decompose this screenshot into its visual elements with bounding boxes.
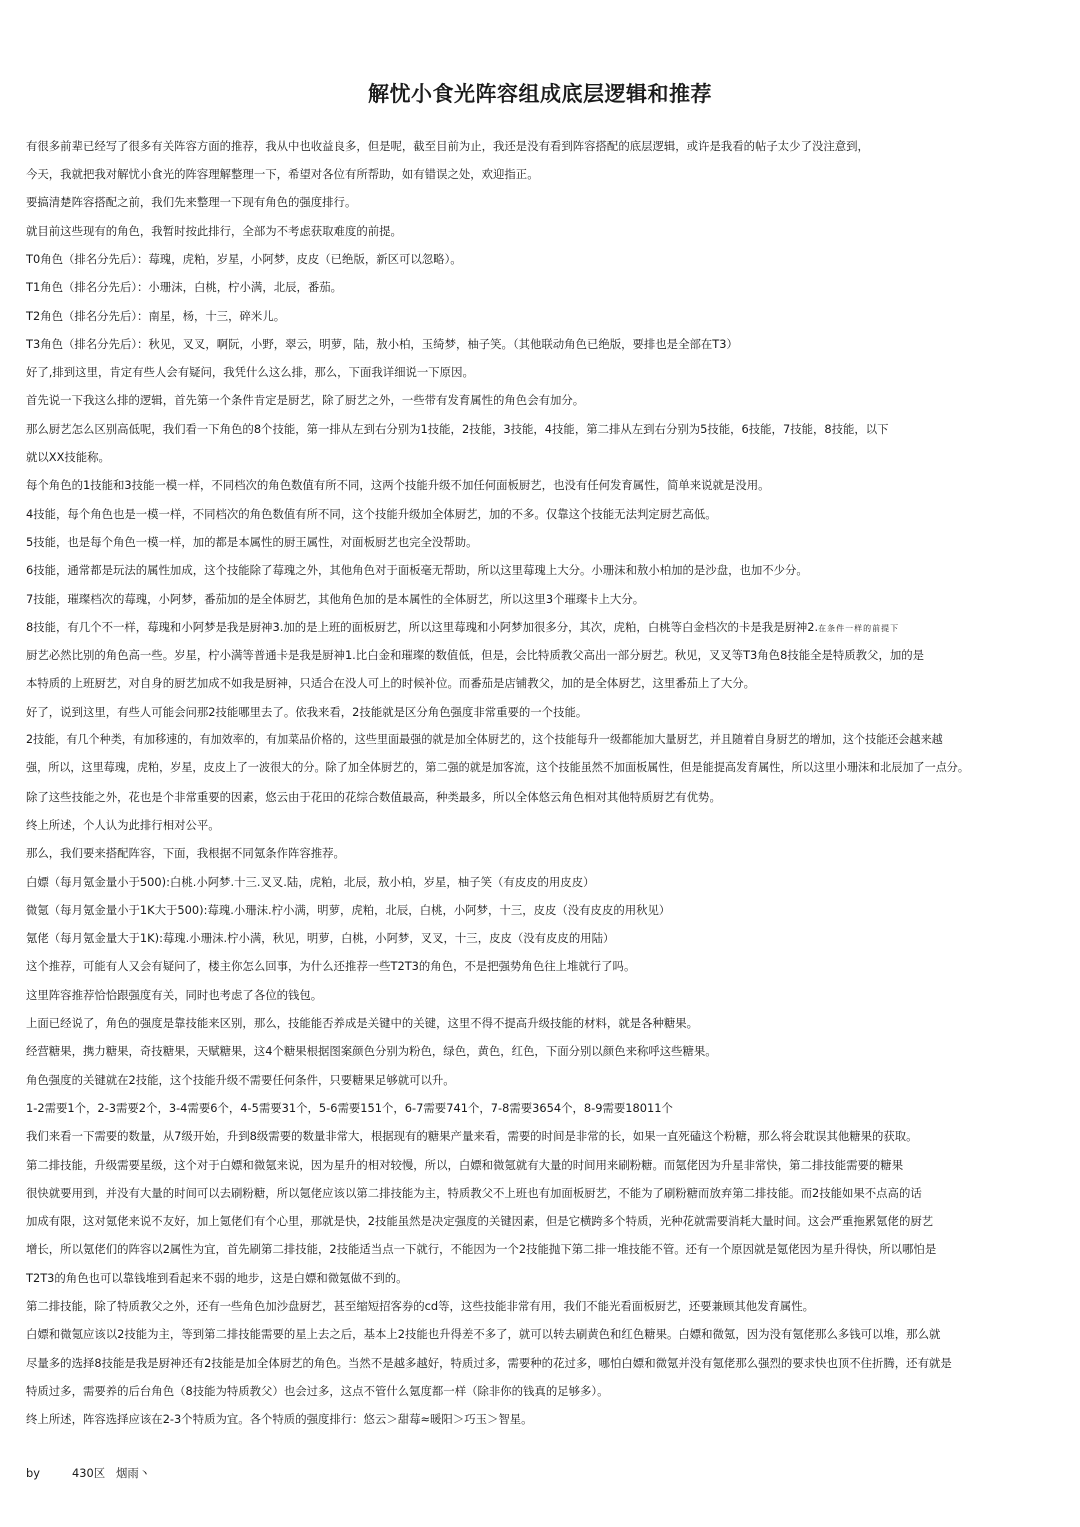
paragraph-line: 终上所述，个人认为此排行相对公平。	[26, 818, 220, 832]
lineup-free-line: 白嫖（每月氪金量小于500):白桃.小阿梦.十三.叉叉.陆，虎粕，北辰，敖小柏，岁星，柚子笑（有皮皮的用皮皮）	[26, 875, 595, 889]
paragraph-line: 特质过多，需要养的后台角色（8技能为特质教父）也会过多，这点不管什么氪度都一样（除非你的钱真的足够多）。	[26, 1384, 609, 1398]
candy-cost-line: 1-2需要1个，2-3需要2个，3-4需要6个，4-5需要31个，5-6需要151个，6-7需要741个，7-8需要3654个，8-9需要18011个	[26, 1101, 673, 1115]
paragraph-line: 经营糖果，携力糖果，奇技糖果，天赋糖果，这4个糖果根据图案颜色分别为粉色，绿色，黄色，红色，下面分别以颜色来称呼这些糖果。	[26, 1044, 717, 1058]
paragraph-line: 除了这些技能之外，花也是个非常重要的因素，悠云由于花田的花综合数值最高，种类最多，所以全体悠云角色相对其他特质厨艺有优势。	[26, 790, 721, 804]
paragraph-line: 这里阵容推荐恰恰跟强度有关，同时也考虑了各位的钱包。	[26, 988, 323, 1002]
paragraph-line: 我们来看一下需要的数量，从7级开始，升到8级需要的数量非常大，根据现有的糖果产量来看，需要的时间是非常的长，如果一直死磕这个粉糖，那么将会耽误其他糖果的获取。	[26, 1129, 918, 1143]
paragraph-line: 角色强度的关键就在2技能，这个技能升级不需要任何条件，只要糖果足够就可以升。	[26, 1073, 455, 1087]
inline-note: 在条件一样的前提下	[818, 624, 900, 633]
paragraph-line: 5技能，也是每个角色一模一样，加的都是本属性的厨王属性，对面板厨艺也完全没帮助。	[26, 535, 478, 549]
lineup-heavy-spender-line: 氪佬（每月氪金量大于1K):莓瑰.小珊沫.柠小满，秋见，明萝，白桃，小阿梦，叉叉，十三，皮皮（没有皮皮的用陆）	[26, 931, 615, 945]
paragraph-line: T2T3的角色也可以靠钱堆到看起来不弱的地步，这是白嫖和微氪做不到的。	[26, 1271, 408, 1285]
paragraph-line: 第二排技能，除了特质教父之外，还有一些角色加沙盘厨艺，甚至缩短招客券的cd等，这些技能非常有用，我们不能光看面板厨艺，还要兼顾其他发育属性。	[26, 1299, 815, 1313]
lineup-light-spender-line: 微氪（每月氪金量小于1K大于500):莓瑰.小珊沫.柠小满，明萝，虎粕，北辰，白桃，小阿梦，十三，皮皮（没有皮皮的用秋见）	[26, 903, 671, 917]
paragraph-line: 厨艺必然比别的角色高一些。岁星，柠小满等普通卡是我是厨神1.比白金和璀璨的数值低，但是，会比特质教父高出一部分厨艺。秋见，叉叉等T3角色8技能全是特质教父，加的是	[26, 648, 925, 662]
tier-t1-line: T1角色（排名分先后）：小珊沫，白桃，柠小满，北辰，番茄。	[26, 280, 343, 294]
paragraph-line: 就目前这些现有的角色，我暂时按此排行，全部为不考虑获取难度的前提。	[26, 224, 402, 238]
paragraph-line: 2技能，有几个种类，有加移速的，有加效率的，有加菜品价格的，这些里面最强的就是加全体厨艺的，这个技能每升一级都能加大量厨艺，并且随着自身厨艺的增加，这个技能还会越来越	[26, 733, 943, 746]
paragraph-text: 8技能，有几个不一样，莓瑰和小阿梦是我是厨神3.加的是上班的面板厨艺，所以这里莓瑰和小阿梦加很多分，其次，虎粕，白桃等白金档次的卡是我是厨神2.	[26, 620, 819, 634]
paragraph-line: 好了，说到这里，有些人可能会问那2技能哪里去了。依我来看，2技能就是区分角色强度非常重要的一个技能。	[26, 705, 588, 719]
author-signature	[26, 1465, 150, 1481]
by-label: by	[26, 1466, 40, 1480]
paragraph-line: 好了,排到这里，肯定有些人会有疑问，我凭什么这么排，那么，下面我详细说一下原因。	[26, 365, 474, 379]
paragraph-line: 白嫖和微氪应该以2技能为主，等到第二排技能需要的星上去之后，基本上2技能也升得差不多了，就可以转去刷黄色和红色糖果。白嫖和微氪，因为没有氪佬那么多钱可以堆，那么就	[26, 1327, 941, 1341]
document-title: 解忧小食光阵容组成底层逻辑和推荐	[368, 82, 712, 106]
paragraph-line: 有很多前辈已经写了很多有关阵容方面的推荐，我从中也收益良多，但是呢，截至目前为止，我还是没有看到阵容搭配的底层逻辑，或许是我看的帖子太少了没注意到，	[26, 139, 869, 153]
paragraph-line: 6技能，通常都是玩法的属性加成，这个技能除了莓瑰之外，其他角色对于面板毫无帮助，所以这里莓瑰上大分。小珊沫和敖小柏加的是沙盘，也加不少分。	[26, 563, 808, 577]
paragraph-line: 很快就要用到，并没有大量的时间可以去刷粉糖，所以氪佬应该以第二排技能为主，特质教父不上班也有加面板厨艺，不能为了刷粉糖而放弃第二排技能。而2技能如果不点高的话	[26, 1186, 922, 1200]
paragraph-line: 强，所以，这里莓瑰，虎粕，岁星，皮皮上了一波很大的分。除了加全体厨艺的，第二强的就是加客流，这个技能虽然不加面板属性，但是能提高发育属性，所以这里小珊沫和北辰加了一点分。	[26, 761, 969, 774]
paragraph-line: 要搞清楚阵容搭配之前，我们先来整理一下现有角色的强度排行。	[26, 195, 357, 209]
server-label: 430区	[72, 1466, 106, 1480]
paragraph-line: 那么，我们要来搭配阵容，下面，我根据不同氪条作阵容推荐。	[26, 846, 345, 860]
paragraph-line: 每个角色的1技能和3技能一模一样，不同档次的角色数值有所不同，这两个技能升级不加任何面板厨艺，也没有任何发育属性，简单来说就是没用。	[26, 478, 770, 492]
paragraph-line: 上面已经说了，角色的强度是靠技能来区别，那么，技能能否养成是关键中的关键，这里不得不提高升级技能的材料，就是各种糖果。	[26, 1016, 699, 1030]
paragraph-line: 7技能，璀璨档次的莓瑰，小阿梦，番茄加的是全体厨艺，其他角色加的是本属性的全体厨艺，所以这里3个璀璨卡上大分。	[26, 592, 645, 606]
author-name: 烟雨丶	[116, 1466, 151, 1480]
paragraph-line	[26, 619, 899, 637]
paragraph-line: 加成有限，这对氪佬来说不友好，加上氪佬们有个心里，那就是快，2技能虽然是决定强度的关键因素，但是它横跨多个特质，光种花就需要消耗大量时间。这会严重拖累氪佬的厨艺	[26, 1214, 934, 1228]
paragraph-line: 增长，所以氪佬们的阵容以2属性为宜，首先刷第二排技能，2技能适当点一下就行，不能因为一个2技能抛下第二排一堆技能不管。还有一个原因就是氪佬因为星升得快，所以哪怕是	[26, 1242, 937, 1256]
paragraph-line: 第二排技能，升级需要星级，这个对于白嫖和微氪来说，因为星升的相对较慢，所以，白嫖和微氪就有大量的时间用来刷粉糖。而氪佬因为升星非常快，第二排技能需要的糖果	[26, 1158, 904, 1172]
tier-t3-line: T3角色（排名分先后）：秋见，叉叉，啊阮，小野，翠云，明萝，陆，敖小柏，玉绮梦，柚子笑。（其他联动角色已绝版，要排也是全部在T3）	[26, 337, 738, 351]
paragraph-line: 首先说一下我这么排的逻辑，首先第一个条件肯定是厨艺，除了厨艺之外，一些带有发育属性的角色会有加分。	[26, 393, 585, 407]
paragraph-line: 这个推荐，可能有人又会有疑问了，楼主你怎么回事，为什么还推荐一些T2T3的角色，不是把强势角色往上堆就行了吗。	[26, 959, 636, 973]
tier-t2-line: T2角色（排名分先后）：南星，杨，十三，碎米儿。	[26, 309, 286, 323]
paragraph-line: 今天，我就把我对解忧小食光的阵容理解整理一下，希望对各位有所帮助，如有错误之处，欢迎指正。	[26, 167, 539, 181]
conclusion-line: 终上所述，阵容选择应该在2-3个特质为宜。各个特质的强度排行：悠云＞甜莓≈暖阳＞巧玉＞智星。	[26, 1412, 533, 1426]
paragraph-line: 4技能，每个角色也是一模一样，不同档次的角色数值有所不同，这个技能升级加全体厨艺，加的不多。仅靠这个技能无法判定厨艺高低。	[26, 507, 717, 521]
paragraph-line: 本特质的上班厨艺，对自身的厨艺加成不如我是厨神，只适合在没人可上的时候补位。而番茄是店铺教父，加的是全体厨艺，这里番茄上了大分。	[26, 676, 756, 690]
paragraph-line: 就以XX技能称。	[26, 450, 110, 464]
paragraph-line: 那么厨艺怎么区别高低呢，我们看一下角色的8个技能，第一排从左到右分别为1技能，2技能，3技能，4技能，第二排从左到右分别为5技能，6技能，7技能，8技能，以下	[26, 422, 889, 436]
tier-t0-line: T0角色（排名分先后）：莓瑰，虎粕，岁星，小阿梦，皮皮（已绝版，新区可以忽略）。	[26, 252, 462, 266]
paragraph-line: 尽量多的选择8技能是我是厨神还有2技能是加全体厨艺的角色。当然不是越多越好，特质过多，需要种的花过多，哪怕白嫖和微氪并没有氪佬那么强烈的要求快也顶不住折腾，还有就是	[26, 1356, 952, 1370]
